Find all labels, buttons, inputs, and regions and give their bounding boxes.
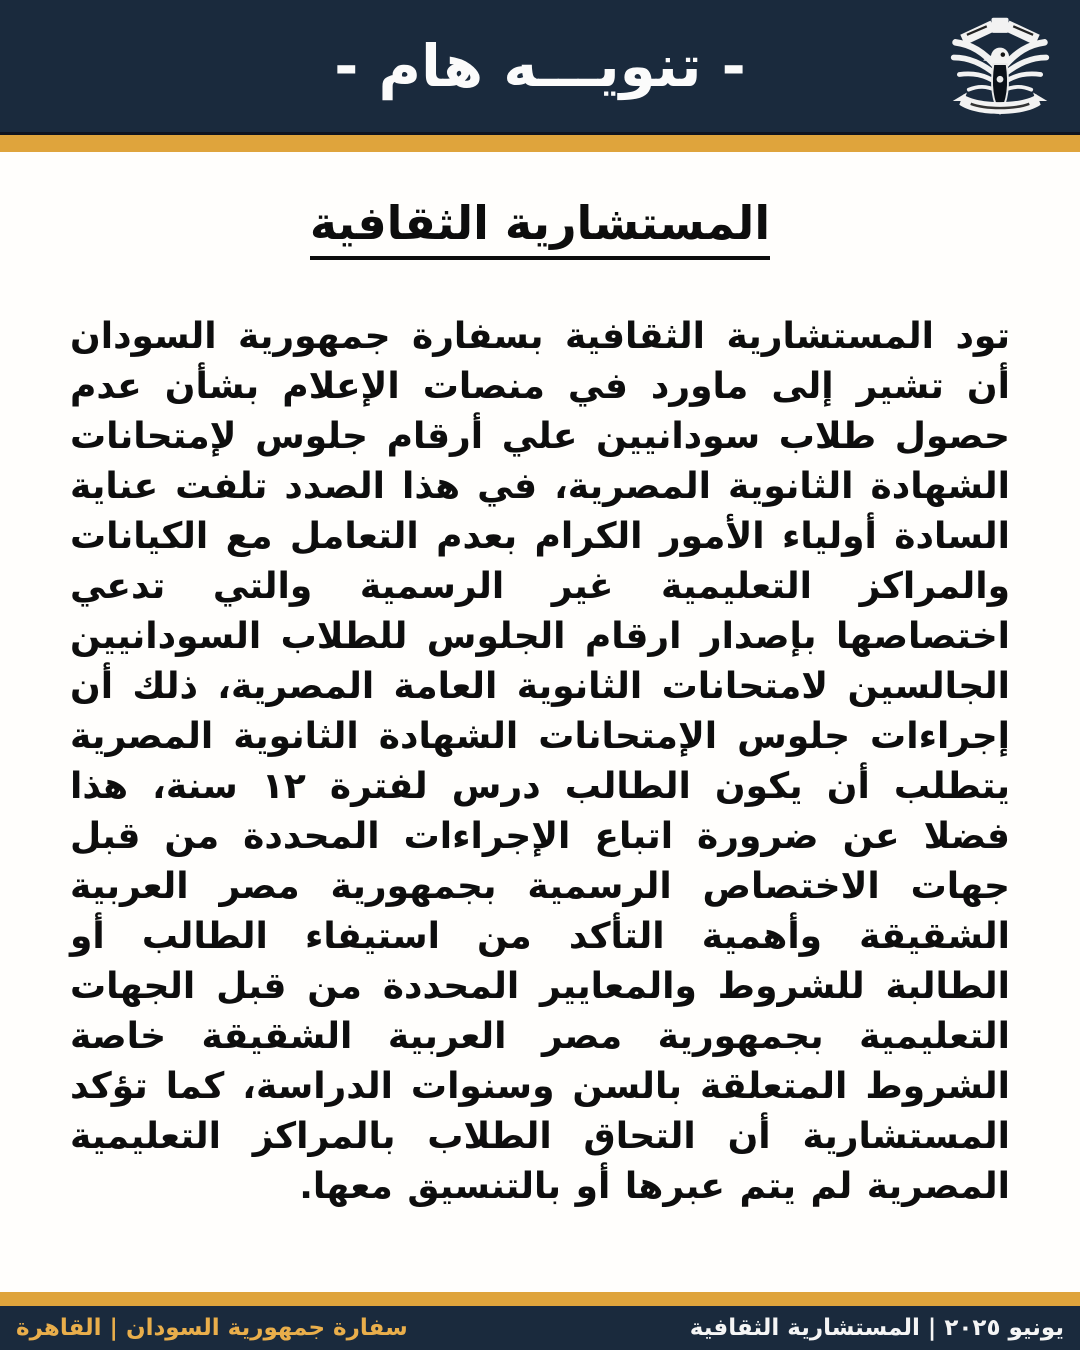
header-bar: [0, 0, 1080, 132]
gold-divider-top: [0, 132, 1080, 152]
footer-bar: [0, 1306, 1080, 1350]
department-title: المستشارية الثقافية: [310, 196, 770, 260]
announcement-body: [0, 152, 1080, 1292]
gold-divider-bottom: [0, 1292, 1080, 1306]
footer-embassy-label: سفارة جمهورية السودان | القاهرة: [16, 1315, 408, 1341]
notice-title: - تنويـــه هام -: [334, 32, 746, 100]
sudan-coat-of-arms-icon: [948, 8, 1052, 124]
footer-date-department-label: يونيو ٢٠٢٥ | المستشارية الثقافية: [689, 1315, 1064, 1341]
announcement-paragraph: تود المستشارية الثقافية بسفارة جمهورية السودان أن تشير إلى ماورد في منصات الإعلام بشأن عدم حصول طلاب سودانيين علي أرقام جلوس لإمتحانات الشهادة الثانوية المصرية، في هذا الصدد تلفت عناية السادة أولياء الأمور الكرام بعدم التعامل مع الكيانات والمراكز التعليمية غير الرسمية والتي تدعي اختصاصها بإصدار ارقام الجلوس للطلاب السودانيين الجالسين لامتحانات الثانوية العامة المصرية، ذلك أن إجراءات جلوس الإمتحانات الشهادة الثانوية المصرية يتطلب أن يكون الطالب درس لفترة ١٢ سنة، هذا فضلا عن ضرورة اتباع الإجراءات المحددة من قبل جهات الاختصاص الرسمية بجمهورية مصر العربية الشقيقة وأهمية التأكد من استيفاء الطالب أو الطالبة للشروط والمعايير المحددة من قبل الجهات التعليمية بجمهورية مصر العربية الشقيقة خاصة الشروط المتعلقة بالسن وسنوات الدراسة، كما تؤكد المستشارية أن التحاق الطلاب بالمراكز التعليمية المصرية لم يتم عبرها أو بالتنسيق معها.: [70, 316, 1010, 1207]
